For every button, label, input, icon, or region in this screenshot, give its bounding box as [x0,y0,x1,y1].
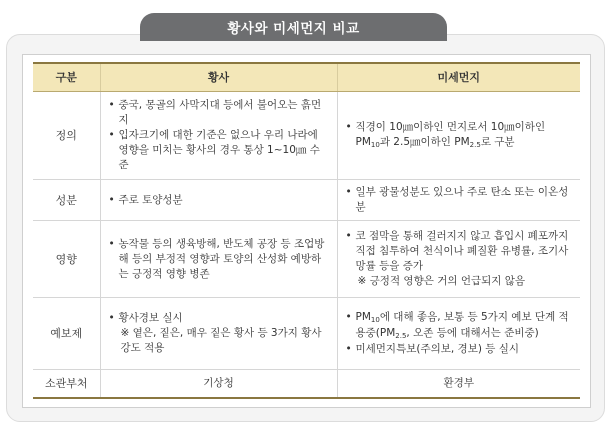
row-label-definition: 정의 [33,92,100,180]
list-item: • 일부 광물성분도 있으나 주로 탄소 또는 이온성분 [345,186,569,213]
row-label-agency: 소관부처 [33,370,100,398]
note-text: ※ 긍정적 영향은 거의 언급되지 않음 [357,275,526,287]
header-yellow-dust: 황사 [100,63,337,92]
cell-forecast-fine-dust [337,298,580,370]
row-impact [33,221,580,298]
cell-component-yellow-dust [100,180,337,221]
row-label-impact: 영향 [33,221,100,298]
cell-agency-fine-dust: 환경부 [337,370,580,398]
row-definition [33,92,580,180]
list-item: • 직경이 10㎛이하인 먼지로서 10㎛이하인 PM10과 2.5㎛이하인 PM2.5로 구분 [345,121,546,149]
page-title: 황사와 미세먼지 비교 [140,13,447,41]
comparison-table [33,62,580,399]
cell-component-fine-dust [337,180,580,221]
list-item: • 중국, 몽골의 사막지대 등에서 불어오는 흙먼지 [108,99,322,126]
note-text: ※ 옅은, 짙은, 매우 짙은 황사 등 3가지 황사강도 적용 [120,327,322,354]
row-label-forecast: 예보제 [33,298,100,370]
cell-forecast-yellow-dust [100,298,337,370]
row-component [33,180,580,221]
cell-definition-fine-dust [337,92,580,180]
header-category: 구분 [33,63,100,92]
list-item: • 입자크기에 대한 기준은 없으나 우리 나라에 영향을 미치는 황사의 경우 통상 1~10㎛ 수준 [108,129,320,171]
cell-impact-yellow-dust [100,221,337,298]
row-label-component: 성분 [33,180,100,221]
row-agency [33,370,580,398]
header-fine-dust: 미세먼지 [337,63,580,92]
cell-definition-yellow-dust [100,92,337,180]
list-item: • 미세먼지특보(주의보, 경보) 등 실시 [345,343,520,355]
list-item: • 주로 토양성분 [108,193,183,206]
row-forecast [33,298,580,370]
list-item: • PM10에 대해 좋음, 보통 등 5가지 예보 단계 적용중(PM2.5, 오존 등에 대해서는 준비중) [345,311,569,340]
list-item: • 황사경보 실시 [108,312,183,324]
cell-impact-fine-dust [337,221,580,298]
cell-agency-yellow-dust: 기상청 [100,370,337,398]
table-header-row [33,63,580,92]
list-item: • 농작물 등의 생육방해, 반도체 공장 등 조업방해 등의 부정적 영향과 토양의 산성화 예방하는 긍정적 영향 병존 [108,237,325,280]
list-item: • 코 점막을 통해 걸러지지 않고 흡입시 폐포까지 직접 침투하여 천식이나 폐질환 유병률, 조기사망률 등을 증가 [345,230,569,272]
